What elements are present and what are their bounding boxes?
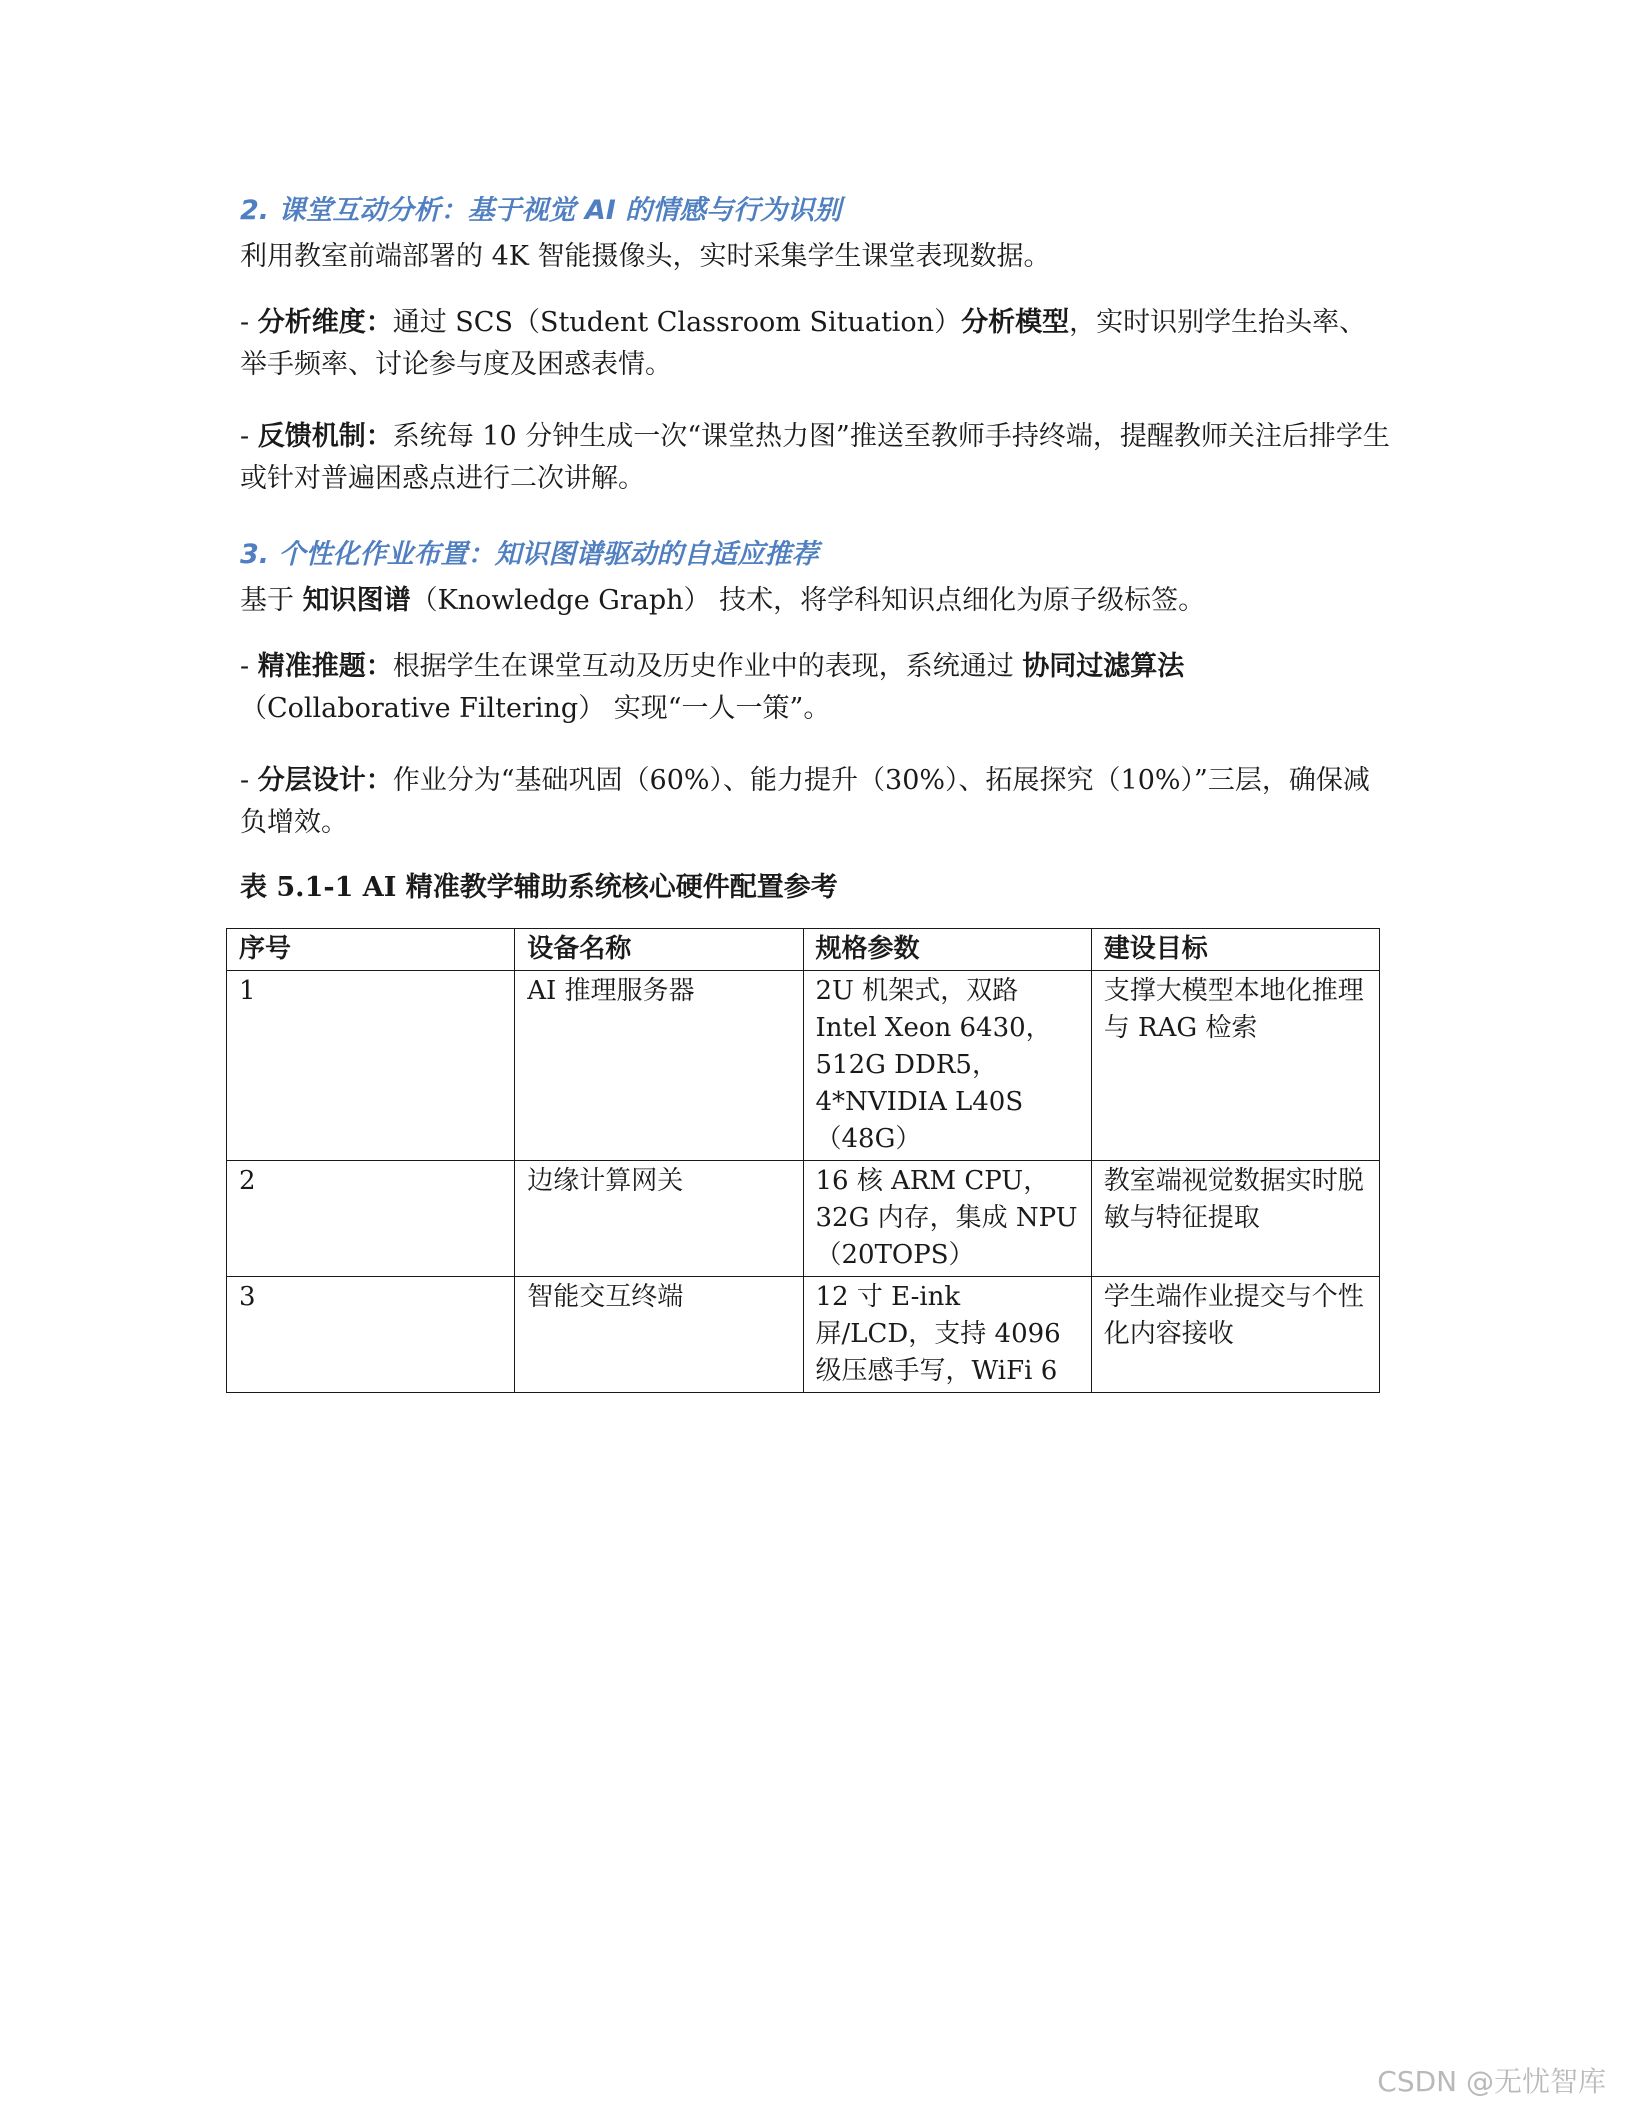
table-row xyxy=(227,971,1380,1161)
intro-strong: 知识图谱 xyxy=(302,585,411,616)
table-caption: 表 5.1-1 AI 精准教学辅助系统核心硬件配置参考 xyxy=(240,872,838,903)
column-header-specs: 规格参数 xyxy=(803,929,1091,971)
section-3-intro xyxy=(240,580,1390,622)
bullet-text: （Collaborative Filtering） 实现“一人一策”。 xyxy=(240,693,831,724)
cell-index: 2 xyxy=(227,1161,515,1277)
bullet-prefix: - xyxy=(240,307,258,338)
bullet-text: 通过 SCS（Student Classroom Situation） xyxy=(392,307,962,338)
bullet-text: 系统每 10 分钟生成一次“课堂热力图”推送至教师手持终端，提醒教师关注后排学生或针对普遍困惑点进行二次讲解。 xyxy=(240,421,1390,494)
cell-device-name: AI 推理服务器 xyxy=(515,971,803,1161)
bullet-prefix: - xyxy=(240,765,258,796)
bullet-prefix: - xyxy=(240,421,258,452)
column-header-goal: 建设目标 xyxy=(1091,929,1379,971)
section-2-intro: 利用教室前端部署的 4K 智能摄像头，实时采集学生课堂表现数据。 xyxy=(240,241,1051,272)
bullet-label: 精准推题： xyxy=(257,651,393,682)
bullet-text: 作业分为“基础巩固（60%）、能力提升（30%）、拓展探究（10%）”三层，确保减负增效。 xyxy=(240,765,1370,838)
table-row xyxy=(227,1161,1380,1277)
bullet-feedback-mechanism xyxy=(240,416,1390,500)
bullet-text: 根据学生在课堂互动及历史作业中的表现，系统通过 xyxy=(392,651,1023,682)
bullet-precise-recommendation xyxy=(240,646,1390,730)
bullet-label: 反馈机制： xyxy=(257,421,393,452)
bullet-label: 分析维度： xyxy=(257,307,393,338)
cell-device-name: 边缘计算网关 xyxy=(515,1161,803,1277)
intro-text: 基于 xyxy=(240,585,303,616)
cell-goal: 学生端作业提交与个性化内容接收 xyxy=(1091,1277,1379,1393)
cell-specs: 12 寸 E-ink 屏/LCD，支持 4096 级压感手写，WiFi 6 xyxy=(803,1277,1091,1393)
table-row xyxy=(227,1277,1380,1393)
column-header-device-name: 设备名称 xyxy=(515,929,803,971)
cell-goal: 教室端视觉数据实时脱敏与特征提取 xyxy=(1091,1161,1379,1277)
intro-text: （Knowledge Graph） 技术，将学科知识点细化为原子级标签。 xyxy=(410,585,1206,616)
bullet-strong: 协同过滤算法 xyxy=(1022,651,1185,682)
bullet-label: 分层设计： xyxy=(257,765,393,796)
cell-specs: 2U 机架式，双路 Intel Xeon 6430，512G DDR5，4*NVIDIA L40S（48G） xyxy=(803,971,1091,1161)
bullet-analysis-dimension xyxy=(240,302,1390,386)
bullet-strong: 分析模型 xyxy=(961,307,1070,338)
hardware-config-table xyxy=(226,928,1380,1393)
bullet-prefix: - xyxy=(240,651,258,682)
section-2-heading: 2. 课堂互动分析：基于视觉 AI 的情感与行为识别 xyxy=(240,195,842,226)
bullet-tiered-design xyxy=(240,760,1390,844)
cell-specs: 16 核 ARM CPU，32G 内存，集成 NPU（20TOPS） xyxy=(803,1161,1091,1277)
cell-index: 3 xyxy=(227,1277,515,1393)
column-header-index: 序号 xyxy=(227,929,515,971)
csdn-watermark: CSDN @无忧智库 xyxy=(1377,2065,1606,2098)
bullet-text: ，实时识别学生抬头率、举手频率、讨论参与度及困惑表情。 xyxy=(240,307,1367,380)
cell-index: 1 xyxy=(227,971,515,1161)
section-3-heading: 3. 个性化作业布置：知识图谱驱动的自适应推荐 xyxy=(240,539,819,570)
cell-goal: 支撑大模型本地化推理与 RAG 检索 xyxy=(1091,971,1379,1161)
cell-device-name: 智能交互终端 xyxy=(515,1277,803,1393)
document-body xyxy=(240,186,1390,1393)
table-header-row xyxy=(227,929,1380,971)
